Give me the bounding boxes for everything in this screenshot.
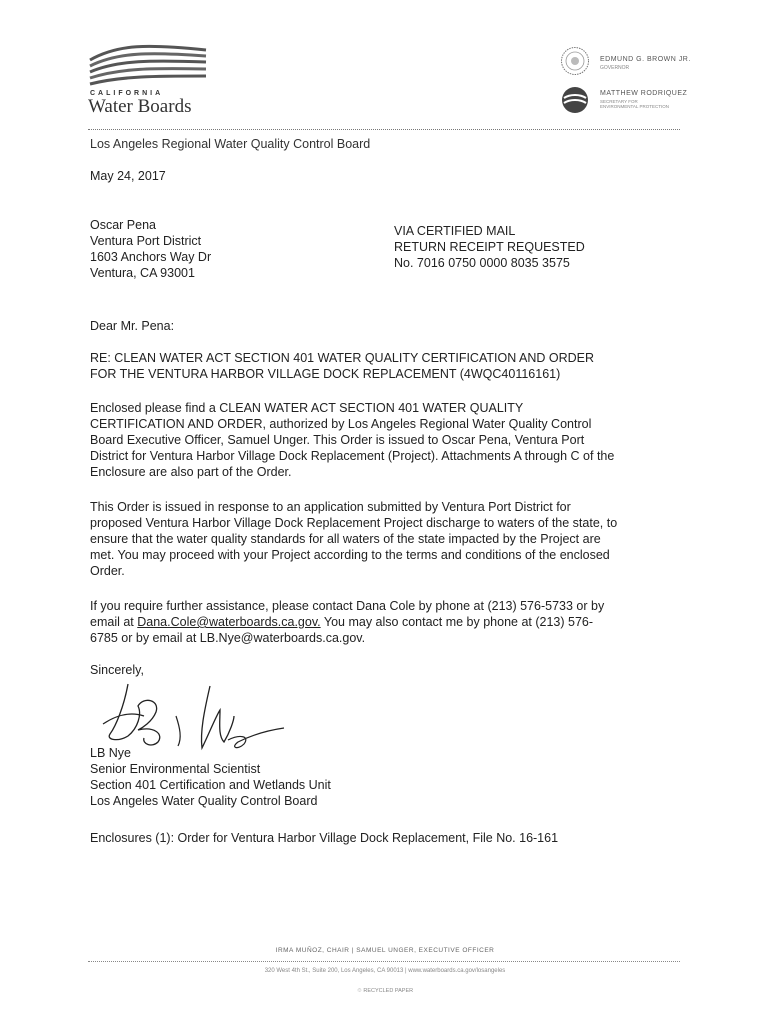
footer-recycled-paper: ♲ RECYCLED PAPER	[356, 988, 414, 994]
footer-address: 320 West 4th St., Suite 200, Los Angeles, CA 90013 | www.waterboards.ca.gov/losangeles	[264, 968, 506, 974]
signer-name: LB Nye	[90, 746, 131, 760]
closing: Sincerely,	[90, 663, 144, 677]
governor-name: EDMUND G. BROWN JR.	[600, 56, 691, 63]
logo-org-name: Water Boards	[88, 96, 192, 117]
paragraph-contact: If you require further assistance, please contact Dana Cole by phone at (213) 576-5733 or by email at Dana.Cole@waterboards.ca.gov. You may also contact me by phone at (213) 576- 6785 or by email at LB.Nye@waterboards.ca.gov.	[90, 598, 690, 646]
contact-email-line: email at Dana.Cole@waterboards.ca.gov. You may also contact me by phone at (213) 576-	[90, 615, 594, 629]
paragraph-order-purpose: This Order is issued in response to an application submitted by Ventura Port District for proposed Ventura Harbor Village Dock Replacement Project discharge to waters of the state, to ensure that the water quality standards for all waters of the state impacted by the Project are met. You may proceed with your Project according to the terms and conditions of the enclosed Order.	[90, 500, 618, 578]
regional-board-name: Los Angeles Regional Water Quality Control Board	[90, 137, 371, 151]
paragraph-enclosure: Enclosed please find a CLEAN WATER ACT SECTION 401 WATER QUALITY CERTIFICATION AND ORDER, authorized by Los Angeles Regional Water Quality Control Board Executive Officer, Samuel Unger. This Order is issued to Oscar Pena, Ventura Port District for Ventura Harbor Village Dock Replacement (Project). Attachments A through C of the Enclosure are also part of the Order.	[90, 401, 615, 479]
water-boards-logo-waves	[88, 42, 210, 92]
enclosures-line: Enclosures (1): Order for Ventura Harbor Village Dock Replacement, File No. 16-161	[90, 831, 559, 845]
footer-officers: IRMA MUÑOZ, CHAIR | SAMUEL UNGER, EXECUTIVE OFFICER	[275, 947, 495, 954]
delivery-method: VIA CERTIFIED MAIL RETURN RECEIPT REQUESTED No. 7016 0750 0000 8035 3575	[394, 224, 585, 270]
subject-line: RE: CLEAN WATER ACT SECTION 401 WATER QUALITY CERTIFICATION AND ORDER FOR THE VENTURA HARBOR VILLAGE DOCK REPLACEMENT (4WQC40116161)	[90, 351, 595, 381]
header-divider	[88, 129, 680, 130]
logo-state-word: CALIFORNIA	[90, 90, 164, 97]
email-link-dana-cole[interactable]: Dana.Cole@waterboards.ca.gov.	[137, 615, 321, 629]
calepa-logo-icon	[561, 86, 589, 114]
signer-title: Senior Environmental Scientist	[90, 762, 261, 776]
letter-date: May 24, 2017	[90, 169, 166, 183]
signer-organization: Los Angeles Water Quality Control Board	[90, 794, 318, 808]
signature-block	[90, 745, 331, 809]
salutation: Dear Mr. Pena:	[90, 319, 175, 333]
signer-unit: Section 401 Certification and Wetlands Unit	[90, 778, 331, 792]
governor-title: GOVERNOR	[600, 65, 630, 71]
secretary-title: SECRETARY FOR ENVIRONMENTAL PROTECTION	[600, 99, 670, 109]
recipient-address: Oscar Pena Ventura Port District 1603 Anchors Way Dr Ventura, CA 93001	[90, 218, 212, 280]
footer-divider	[88, 961, 680, 962]
secretary-name: MATTHEW RODRIQUEZ	[600, 90, 688, 97]
state-seal-icon	[560, 46, 590, 76]
